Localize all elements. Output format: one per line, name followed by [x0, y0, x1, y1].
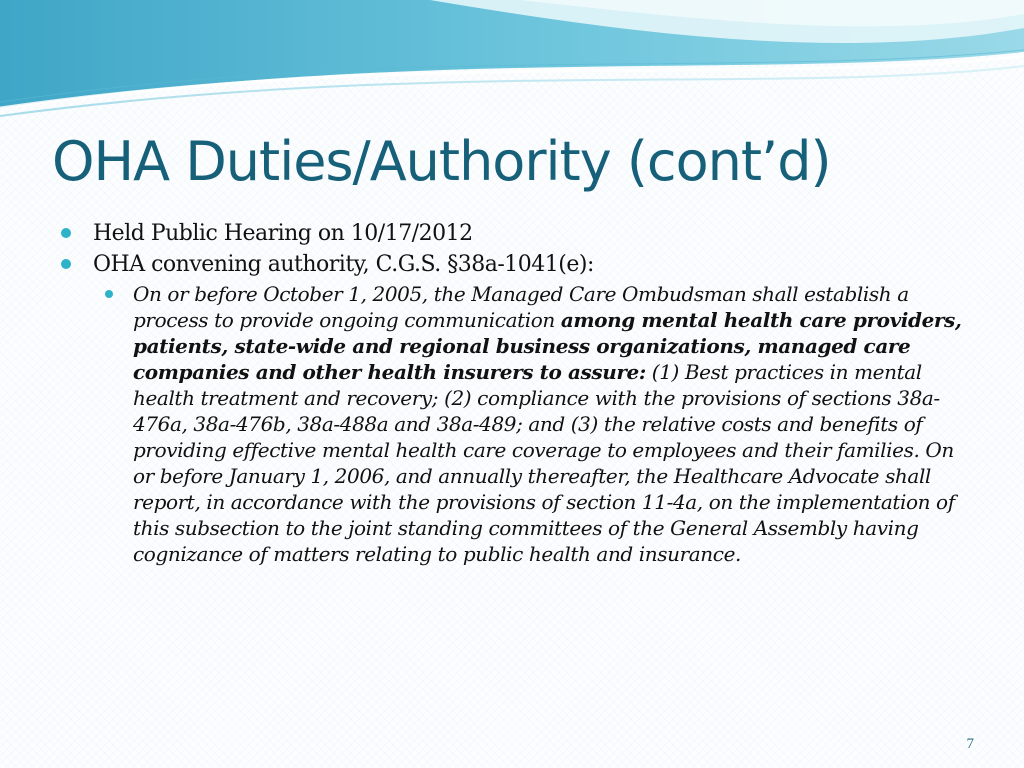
statute-text-bold: among mental health care providers, patients, state-wide and regional business organizations, managed care companies and other health insurers to assure: — [133, 308, 962, 384]
page-number: 7 — [966, 736, 974, 752]
bullet-dot-icon — [61, 228, 71, 238]
bullet-list — [55, 218, 970, 567]
statute-text-start: On or before October 1, 2005, the Managed Care Ombudsman shall establish a process to provide ongoing communication — [133, 282, 909, 332]
sub-bullet-dot-icon — [105, 290, 113, 298]
bullet-item-public-hearing — [55, 218, 970, 249]
statute-text-end: (1) Best practices in mental health treatment and recovery; (2) compliance with the provisions of sections 38a-476a, 38a-476b, 38a-488a and 38a-489; and (3) the relative costs and benefits of providing effective mental health care coverage to employees and their families. On or before January 1, 2006, and annually thereafter, the Healthcare Advocate shall report, in accordance with the provisions of section 11-4a, on the implementation of this subsection to the joint standing committees of the General Assembly having cognizance of matters relating to public health and insurance. — [133, 360, 955, 566]
bullet-text: Held Public Hearing on 10/17/2012 — [93, 221, 473, 246]
slide-title: OHA Duties/Authority (cont’d) — [52, 130, 831, 193]
header-wave-decoration — [0, 0, 1024, 130]
sub-bullet-item-statute-text — [93, 281, 970, 567]
bullet-dot-icon — [61, 259, 71, 269]
bullet-text: OHA convening authority, C.G.S. §38a-1041(e): — [93, 252, 594, 277]
bullet-item-convening-authority — [55, 249, 970, 280]
